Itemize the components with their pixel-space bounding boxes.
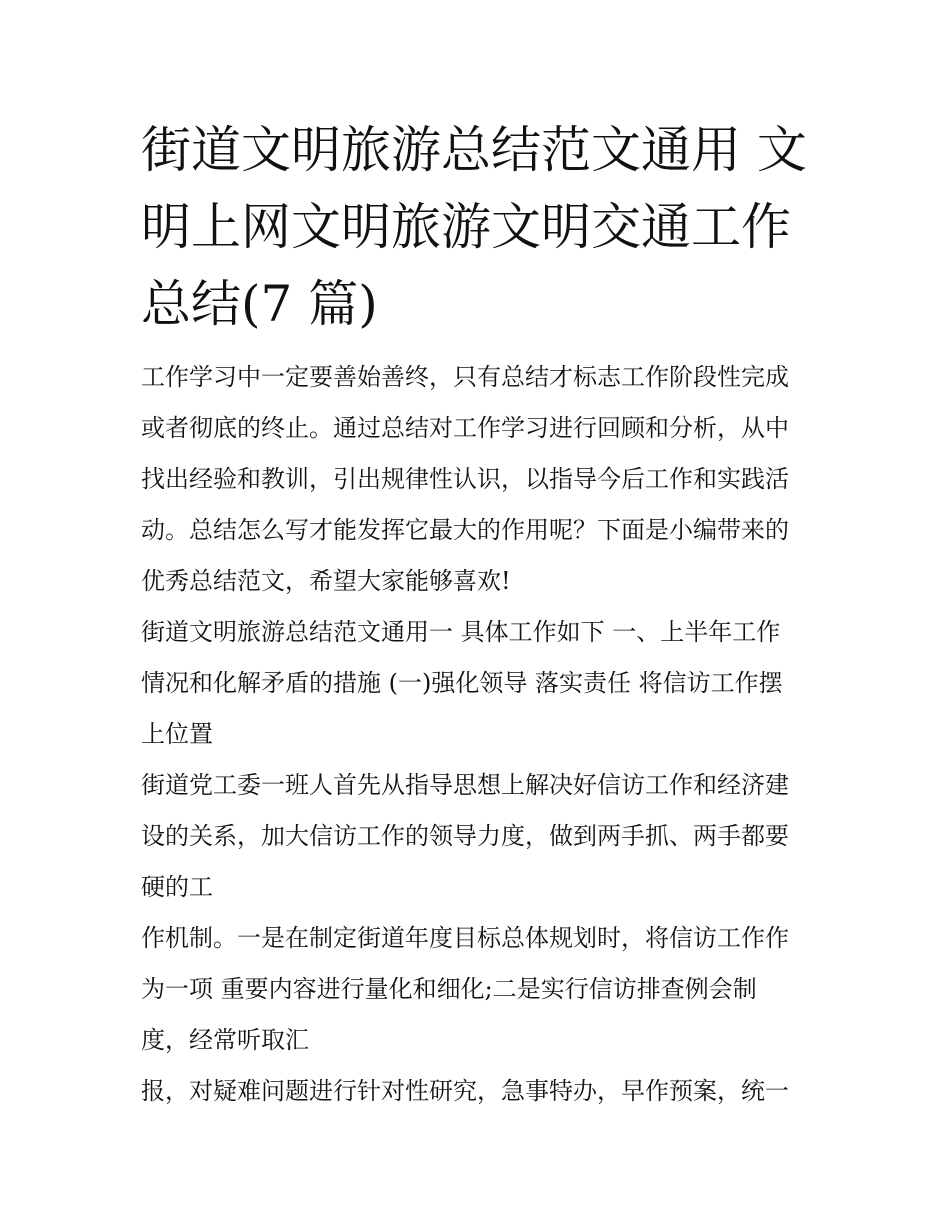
body-line: 度，经常听取汇 xyxy=(141,1026,309,1054)
title-line: 总结(7 篇) xyxy=(141,275,378,333)
document-body xyxy=(141,352,821,1117)
body-line: 作机制。一是在制定街道年度目标总体规划时，将信访工作作 xyxy=(141,924,789,952)
body-line: 或者彻底的终止。通过总结对工作学习进行回顾和分析，从中 xyxy=(141,414,789,442)
body-line: 设的关系，加大信访工作的领导力度，做到两手抓、两手都要 xyxy=(141,822,789,850)
body-line: 街道党工委一班人首先从指导思想上解决好信访工作和经济建 xyxy=(141,771,789,799)
title-line: 明上网文明旅游文明交通工作 xyxy=(141,198,791,256)
body-line: 找出经验和教训，引出规律性认识，以指导今后工作和实践活 xyxy=(141,465,789,493)
body-line: 动。总结怎么写才能发挥它最大的作用呢？下面是小编带来的 xyxy=(141,516,789,544)
body-line: 工作学习中一定要善始善终，只有总结才标志工作阶段性完成 xyxy=(141,363,789,391)
body-line: 优秀总结范文，希望大家能够喜欢! xyxy=(141,567,511,595)
body-line: 上位置 xyxy=(141,720,213,748)
body-line: 情况和化解矛盾的措施 (一)强化领导 落实责任 将信访工作摆 xyxy=(141,669,783,697)
body-line: 报，对疑难问题进行针对性研究，急事特办，早作预案，统一 xyxy=(141,1077,789,1105)
body-line: 为一项 重要内容进行量化和细化;二是实行信访排查例会制 xyxy=(141,975,757,1003)
body-line: 硬的工 xyxy=(141,873,213,901)
document-title xyxy=(141,112,821,343)
body-line: 街道文明旅游总结范文通用一 具体工作如下 一、上半年工作 xyxy=(141,618,781,646)
title-line: 街道文明旅游总结范文通用 文 xyxy=(141,121,807,179)
